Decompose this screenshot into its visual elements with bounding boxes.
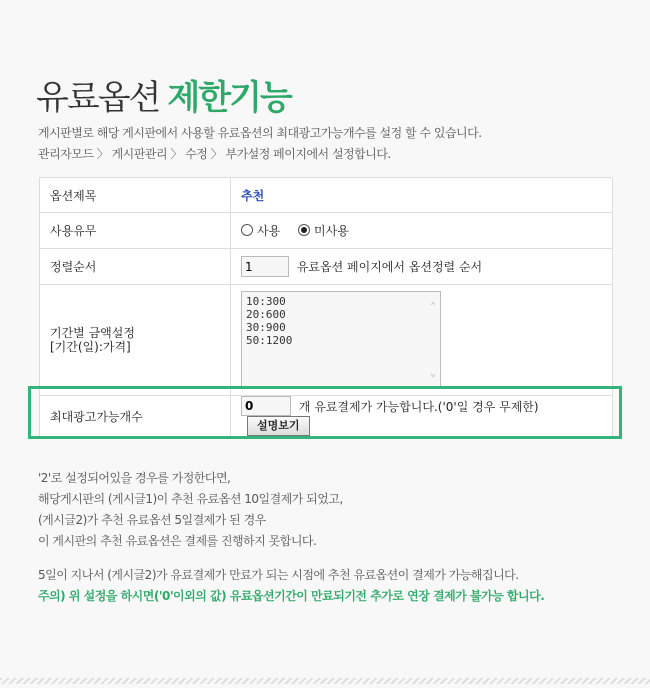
description — [38, 123, 482, 165]
max-ads-label: 최대광고가능개수 — [40, 396, 231, 437]
sort-suffix: 유료옵션 페이지에서 옵션정렬 순서 — [296, 260, 483, 274]
period-price-label-line1: 기간별 금액설정 — [50, 326, 135, 340]
radio-not-use-label: 미사용 — [314, 223, 349, 238]
note-line: (게시글2)가 추천 유료옵션 5일결제가 된 경우 — [38, 513, 266, 527]
row-max-ads — [40, 396, 613, 437]
period-price-line: 50:1200 — [246, 334, 293, 347]
radio-not-use-circle[interactable] — [298, 224, 310, 236]
dashed-divider — [0, 678, 650, 684]
period-price-label — [40, 285, 231, 396]
sort-order-input[interactable] — [241, 256, 289, 277]
notes — [38, 468, 544, 607]
settings-table — [39, 177, 613, 437]
note-line: '2'로 설정되어있을 경우를 가정한다면, — [38, 471, 231, 485]
option-title-value: 추천 — [241, 188, 265, 203]
option-title-label: 옵션제목 — [40, 178, 231, 213]
period-price-line: 30:900 — [246, 321, 286, 334]
row-period-price — [40, 285, 613, 396]
radio-use-label: 사용 — [257, 223, 281, 238]
sort-label: 정렬순서 — [40, 249, 231, 285]
chevron-up-icon[interactable]: ⌃ — [429, 301, 436, 312]
description-line: 게시판별로 해당 게시판에서 사용할 유료옵션의 최대광고가능개수를 설정 할 수 있습니다. — [38, 126, 482, 140]
max-ads-suffix: 개 유료결제가 가능합니다.('0'일 경우 무제한) — [298, 399, 539, 414]
description-line: 관리자모드 〉 게시판관리 〉 수정 〉 부가설정 페이지에서 설정합니다. — [38, 147, 391, 161]
max-ads-input[interactable] — [241, 396, 291, 416]
period-price-line: 20:600 — [246, 308, 286, 321]
period-price-label-line2: [기간(일):가격] — [50, 340, 131, 354]
row-sort — [40, 249, 613, 285]
chevron-down-icon[interactable]: ⌄ — [429, 368, 436, 379]
page-title — [36, 70, 291, 119]
row-use — [40, 213, 613, 249]
use-label: 사용유무 — [40, 213, 231, 249]
page-title-part1: 유료옵션 — [36, 78, 160, 118]
radio-use[interactable] — [241, 222, 280, 239]
note-line: 이 게시판의 추천 유료옵션은 결제를 진행하지 못합니다. — [38, 534, 317, 548]
note-line: 해당게시판의 (게시글1)이 추천 유료옵션 10일결제가 되었고, — [38, 492, 343, 506]
note-line: 5일이 지나서 (게시글2)가 유료결제가 만료가 되는 시점에 추천 유료옵션이 결제가 가능해집니다. — [38, 568, 519, 582]
explain-button[interactable]: 설명보기 — [247, 416, 310, 436]
radio-use-circle[interactable] — [241, 224, 253, 236]
period-price-textarea[interactable] — [241, 291, 441, 389]
row-option-title — [40, 178, 613, 213]
radio-not-use[interactable] — [298, 222, 349, 239]
period-price-line: 10:300 — [246, 295, 286, 308]
warning-text: 주의) 위 설정을 하시면('0'이외의 값) 유료옵션기간이 만료되기전 추가로 연장 결제가 불가능 합니다. — [38, 589, 545, 603]
page-title-part2: 제한기능 — [167, 78, 291, 118]
